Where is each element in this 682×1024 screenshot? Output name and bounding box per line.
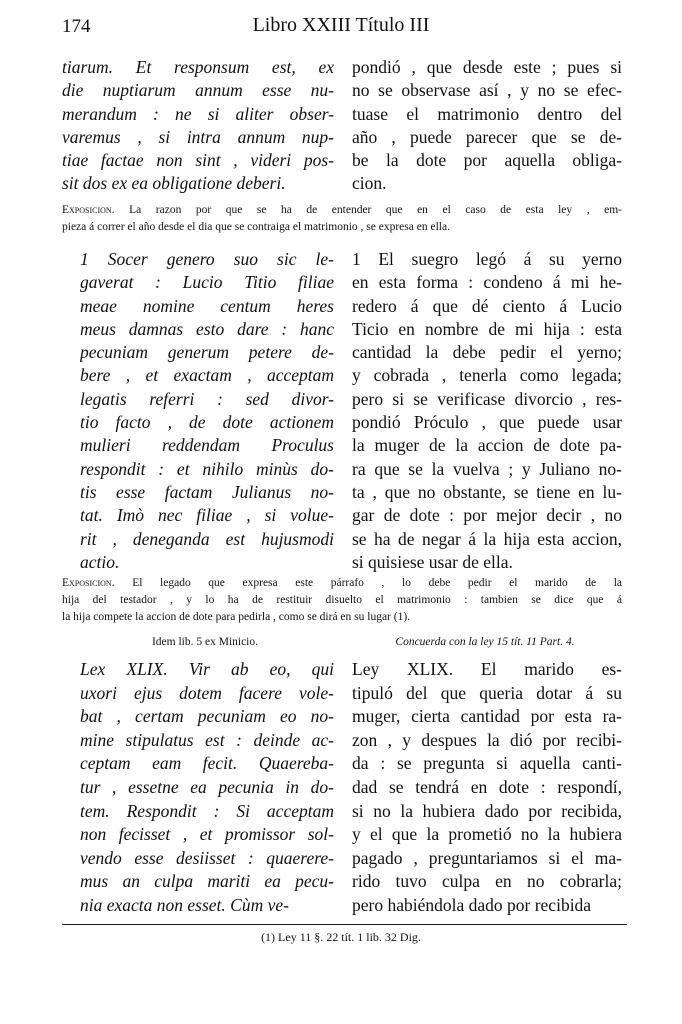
- latin-column-3: [80, 658, 334, 918]
- text-line: pondió , que desde este ; pues si: [352, 57, 622, 77]
- text-line: sit dos ex ea obligatione deberi.: [62, 173, 286, 194]
- text-line: tipuló del que queria dotar á su: [352, 682, 622, 703]
- text-line: non fecisset , et promissor sol-: [80, 824, 334, 845]
- text-line: Lex XLIX. Vir ab eo, qui: [80, 659, 334, 679]
- text-line: cion.: [352, 173, 387, 194]
- text-line: respondit : et nihilo minùs do-: [80, 458, 334, 479]
- page-number: 174: [62, 16, 91, 37]
- text-line: da : se pregunta si aquella canti-: [352, 753, 622, 774]
- text-line: Ticio en nombre de mi hija : esta: [352, 318, 622, 339]
- text-line: legatis referri : sed divor-: [80, 388, 334, 409]
- text-line: 1 El suegro legó á su yerno: [352, 249, 622, 269]
- exposicion-line: hija del testador , y lo ha de restituir disuelto el matrimonio : tambien se dice que á: [62, 594, 622, 606]
- text-line: gaverat : Lucio Titio filiae: [80, 272, 334, 293]
- text-line: la muger de la accion de dote pa-: [352, 435, 622, 456]
- text-line: se ha de negar á la hija esta accion,: [352, 528, 622, 549]
- exposicion-line: la hija compete la accion de dote para pedirla , como se dirá en su lugar (1).: [62, 611, 411, 623]
- text-line: muger, cierta cantidad por esta ra-: [352, 706, 622, 727]
- text-line: varemus , si intra annum nup-: [62, 126, 334, 147]
- text-line: tuase el matrimonio dentro del: [352, 103, 622, 124]
- source-reference: Idem lib. 5 ex Minicio.: [151, 636, 259, 648]
- footnote: (1) Ley 11 §. 22 tít. 1 lib. 32 Dig.: [261, 930, 421, 944]
- text-line: ta , que no obstante, se tiene en lu-: [352, 481, 622, 502]
- spanish-column-3: [352, 658, 622, 918]
- text-line: dad se tendrá en dote : respondí,: [352, 776, 622, 797]
- text-line: tis esse factam Julianus no-: [80, 481, 334, 502]
- concordance-reference: Concuerda con la ley 15 tít. 11 Part. 4.: [395, 636, 575, 648]
- footnote-rule: [62, 924, 627, 925]
- text-line: uxori ejus dotem facere vole-: [80, 682, 334, 703]
- text-line: bere , et exactam , acceptam: [80, 365, 334, 386]
- text-line: mine stipulatus est : deinde ac-: [80, 729, 334, 750]
- text-line: ra que se la vuelva ; y Juliano no-: [352, 458, 622, 479]
- text-line: rido tuvo culpa en no cobrarla;: [352, 871, 622, 892]
- text-line: pero si se verificase divorcio , res-: [352, 388, 622, 409]
- exposicion-line: pieza á correr el año desde el dia que se contraiga el matrimonio , se expresa en ella.: [62, 221, 450, 233]
- latin-column-2: [80, 248, 334, 574]
- text-line: gar de dote : por mejor decir , no: [352, 505, 622, 526]
- text-line: meae nomine centum heres: [80, 295, 334, 316]
- text-line: y el que la prometió no la hubiera: [352, 824, 622, 845]
- text-line: rit , deneganda est hujusmodi: [80, 528, 334, 549]
- text-line: be la dote por aquella obliga-: [352, 150, 622, 171]
- text-line: pondió Próculo , que puede usar: [352, 412, 622, 433]
- exposicion-2: [62, 575, 622, 626]
- exposicion-line: [62, 202, 622, 219]
- text-line: redero á que dé ciento á Lucio: [352, 295, 622, 316]
- text-line: tur , essetne ea pecunia in do-: [80, 776, 334, 797]
- text-line: en esta forma : condeno á mi he-: [352, 272, 622, 293]
- text-line: Ley XLIX. El marido es-: [352, 659, 622, 679]
- exposicion-line: [62, 575, 622, 592]
- text-line: si no la hubiera dado por recibida,: [352, 800, 622, 821]
- text-line: tem. Respondit : Si acceptam: [80, 800, 334, 821]
- text-line: mus an culpa mariti ea pecu-: [80, 871, 334, 892]
- text-line: merandum : ne si aliter obser-: [62, 103, 334, 124]
- text-line: mulieri reddendam Proculus: [80, 435, 334, 456]
- text-line: tiarum. Et responsum est, ex: [62, 57, 334, 77]
- text-line: vendo esse desiisset : quaerere-: [80, 847, 334, 868]
- exposicion-text: La razon por que se ha de entender que en el caso de esta ley , em-: [129, 204, 622, 216]
- exposicion-1: [62, 202, 622, 236]
- text-line: ceptam eam fecit. Quaereba-: [80, 753, 334, 774]
- text-line: zon , y despues la dió por recibi-: [352, 729, 622, 750]
- text-line: y cobrada , tenerla como legada;: [352, 365, 622, 386]
- text-line: tio facto , de dote actionem: [80, 412, 334, 433]
- text-line: no se observase así , y no se efec-: [352, 80, 622, 101]
- exposicion-label: Exposicion.: [62, 577, 115, 589]
- text-line: die nuptiarum annum esse nu-: [62, 80, 334, 101]
- text-line: tiae factae non sint , videri pos-: [62, 150, 334, 171]
- running-title: Libro XXIII Título III: [252, 14, 430, 36]
- text-line: bat , certam pecuniam eo no-: [80, 706, 334, 727]
- text-line: si quisiese usar de ella.: [352, 551, 513, 572]
- exposicion-label: Exposicion.: [62, 204, 115, 216]
- text-line: nia exacta non esset. Cùm ve-: [80, 894, 289, 915]
- text-line: tat. Imò nec filiae , si volue-: [80, 505, 334, 526]
- text-line: actio.: [80, 551, 120, 572]
- spanish-column-2: [352, 248, 622, 574]
- text-line: 1 Socer genero suo sic le-: [80, 249, 334, 269]
- exposicion-text: El legado que expresa este párrafo , lo debe pedir el marido de la: [132, 577, 622, 589]
- text-line: meus damnas esto dare : hanc: [80, 318, 334, 339]
- text-line: año , puede parecer que se de-: [352, 126, 622, 147]
- text-line: pero habiéndola dado por recibida: [352, 894, 592, 915]
- text-line: pecuniam generum petere de-: [80, 342, 334, 363]
- spanish-column-1: [352, 56, 622, 196]
- latin-column-1: [62, 56, 334, 196]
- text-line: cantidad la debe pedir el yerno;: [352, 342, 622, 363]
- text-line: pagado , preguntariamos si el ma-: [352, 847, 622, 868]
